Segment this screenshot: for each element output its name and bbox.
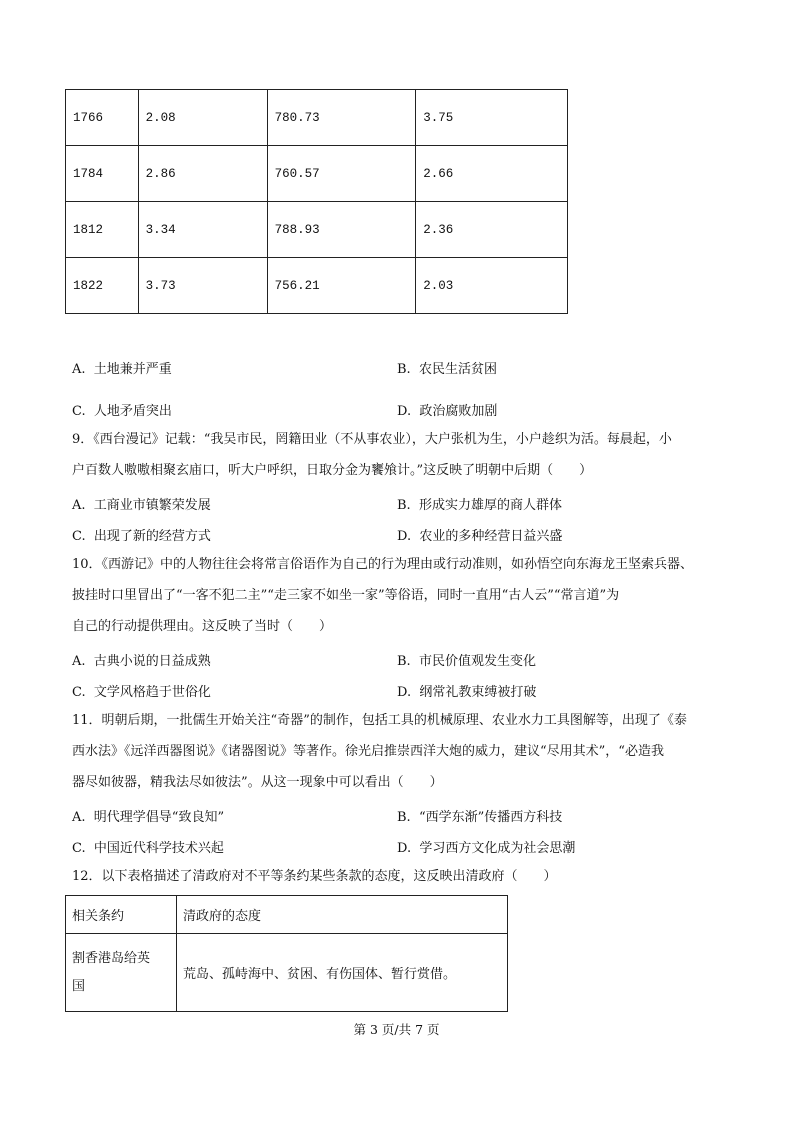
table-cell: 2.86 (138, 146, 267, 202)
table-cell: 2.03 (416, 258, 568, 314)
q9-option-c: C. 出现了新的经营方式 (72, 529, 211, 544)
data-table (65, 89, 568, 314)
q9-option-b: B. 形成实力雄厚的商人群体 (397, 498, 562, 513)
q12-row-value: 荒岛、孤峙海中、贫困、有伤国体、暂行赏借。 (177, 934, 508, 1012)
q11-line-2: 西水法》《远洋西器图说》《诸器图说》等著作。徐光启推崇西洋大炮的威力，建议“尽用其术”，“必造我 (72, 744, 664, 759)
table-cell: 2.66 (416, 146, 568, 202)
table-row (66, 90, 568, 146)
q10-option-b: B. 市民价值观发生变化 (397, 654, 536, 669)
table-cell: 756.21 (267, 258, 416, 314)
q9-line-2: 户百数人嗷嗷相聚玄庙口，听大户呼织，日取分金为饔飧计。”这反映了明朝中后期（ ） (72, 463, 593, 478)
table-cell: 2.08 (138, 90, 267, 146)
q12-header-treaty: 相关条约 (66, 896, 177, 934)
q11-option-a: A. 明代理学倡导“致良知” (72, 810, 225, 825)
q9-option-d: D. 农业的多种经营日益兴盛 (397, 529, 563, 544)
q9-stem (72, 424, 672, 486)
table-cell: 760.57 (267, 146, 416, 202)
table-cell: 788.93 (267, 202, 416, 258)
table-cell: 1822 (66, 258, 139, 314)
table-cell: 2.36 (416, 202, 568, 258)
q11-option-b: B. “西学东渐”传播西方科技 (397, 810, 563, 825)
q12-data-row (66, 934, 508, 1012)
table-cell: 1766 (66, 90, 139, 146)
table-row (66, 258, 568, 314)
table-cell: 780.73 (267, 90, 416, 146)
q12-table (65, 895, 508, 1012)
q10-line-2: 披挂时口里冒出了“一客不犯二主”“走三家不如坐一家”等俗语，同时一直用“古人云”“常言道”为 (72, 588, 620, 603)
q12-stem (72, 861, 557, 892)
table-cell: 3.73 (138, 258, 267, 314)
page-footer: 第 3 页/共 7 页 (353, 1022, 440, 1037)
table-row (66, 146, 568, 202)
q10-stem (72, 549, 693, 642)
q8-option-a: A. 土地兼并严重 (72, 362, 172, 377)
q10-option-d: D. 纲常礼教束缚被打破 (397, 685, 537, 700)
q11-option-d: D. 学习西方文化成为社会思潮 (397, 841, 576, 856)
q11-stem (72, 705, 687, 798)
q10-line-1: 10．《西游记》中的人物往往会将常言俗语作为自己的行为理由或行动准则，如孙悟空向东海龙王坚索兵器、 (72, 557, 694, 572)
q8-option-b: B. 农民生活贫困 (397, 362, 497, 377)
q11-option-c: C. 中国近代科学技术兴起 (72, 841, 224, 856)
q10-line-3: 自己的行动提供理由。这反映了当时（ ） (72, 619, 333, 634)
q9-option-a: A. 工商业市镇繁荣发展 (72, 498, 211, 513)
q12-header-attitude: 清政府的态度 (177, 896, 508, 934)
table-cell: 1812 (66, 202, 139, 258)
q11-line-1: 11．明朝后期，一批儒生开始关注“奇器”的制作，包括工具的机械原理、农业水力工具图解等，出现了《泰 (72, 713, 687, 728)
q8-option-c: C. 人地矛盾突出 (72, 404, 172, 419)
table-cell: 3.34 (138, 202, 267, 258)
q8-option-d: D. 政治腐败加剧 (397, 404, 498, 419)
q12-header-row (66, 896, 508, 934)
q9-line-1: 9．《西台漫记》记载：“我吴市民，罔籍田业（不从事农业），大户张机为生，小户趁织为活。每晨起，小 (72, 432, 672, 447)
q12-row-label: 割香港岛给英 国 (66, 934, 177, 1012)
q11-line-3: 器尽如彼器，精我法尽如彼法”。从这一现象中可以看出（ ） (72, 775, 443, 790)
table-row (66, 202, 568, 258)
table-cell: 1784 (66, 146, 139, 202)
q10-option-a: A. 古典小说的日益成熟 (72, 654, 211, 669)
q10-option-c: C. 文学风格趋于世俗化 (72, 685, 211, 700)
q12-line-1: 12．以下表格描述了清政府对不平等条约某些条款的态度，这反映出清政府（ ） (72, 869, 557, 884)
table-cell: 3.75 (416, 90, 568, 146)
